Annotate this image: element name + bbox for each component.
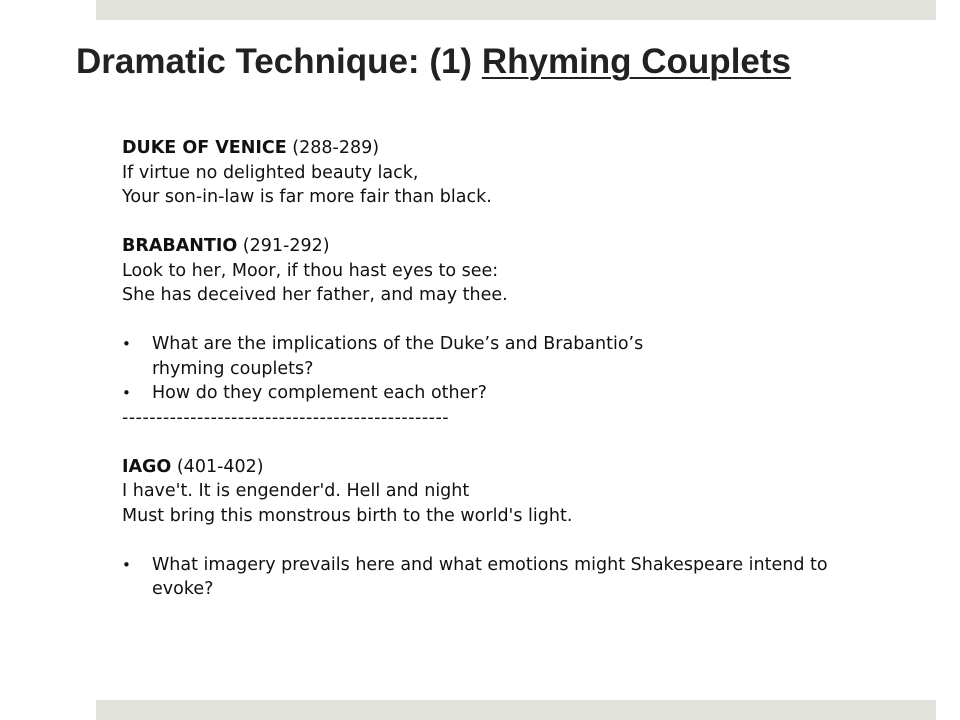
quote-line: Must bring this monstrous birth to the world's light. [122, 505, 573, 526]
spacer [122, 430, 802, 455]
question-bullet [122, 332, 712, 381]
bottom-decorative-bar [96, 700, 936, 720]
divider-line: ------------------------------------------------ [122, 407, 450, 428]
line-reference: (401-402) [171, 456, 264, 477]
bullet-icon: • [122, 335, 131, 353]
question-bullet [122, 553, 832, 602]
top-decorative-bar [96, 0, 936, 20]
duke-heading [122, 136, 802, 161]
iago-heading [122, 455, 802, 480]
question-text: How do they complement each other? [152, 383, 487, 403]
title-underlined: Rhyming Couplets [481, 42, 792, 81]
spacer [122, 528, 802, 553]
quote-line: She has deceived her father, and may thee. [122, 285, 508, 305]
quote-line: I have't. It is engender'd. Hell and night [122, 481, 470, 501]
question-text: What are the implications of the Duke’s and Brabantio’s rhyming couplets? [152, 334, 644, 379]
brabantio-heading [122, 234, 802, 259]
quote-line: Your son-in-law is far more fair than black. [122, 187, 492, 207]
line-reference: (291-292) [237, 236, 330, 256]
spacer [122, 210, 802, 235]
spacer [122, 308, 802, 333]
speaker-name: IAGO [122, 456, 172, 477]
question-bullet [122, 381, 802, 406]
line-reference: (288-289) [286, 138, 380, 158]
slide-title [76, 42, 791, 82]
quote-line: If virtue no delighted beauty lack, [122, 162, 419, 183]
speaker-name: DUKE OF VENICE [122, 138, 287, 158]
bullet-icon: • [122, 384, 131, 402]
title-prefix: Dramatic Technique: (1) [76, 42, 482, 81]
speaker-name: BRABANTIO [122, 236, 238, 256]
quote-line: Look to her, Moor, if thou hast eyes to see: [122, 260, 499, 281]
bullet-icon: • [122, 555, 131, 574]
slide-body [122, 136, 828, 602]
question-text: What imagery prevails here and what emotions might Shakespeare intend to evoke? [152, 554, 828, 599]
